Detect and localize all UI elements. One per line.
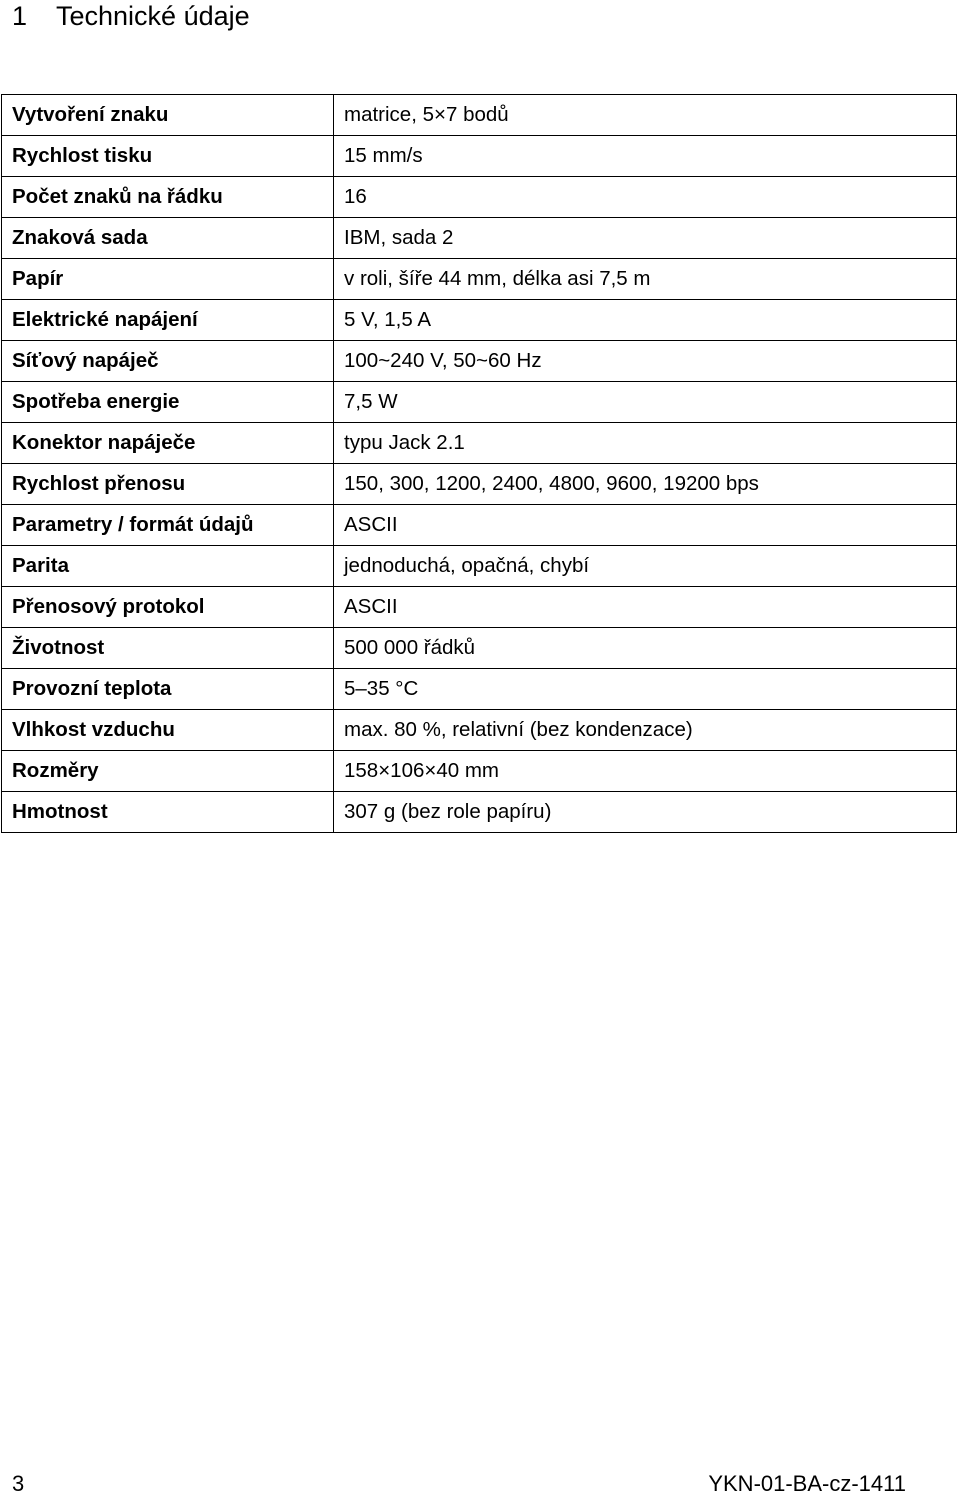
- spec-label: Provozní teplota: [2, 669, 334, 710]
- spec-value: jednoduchá, opačná, chybí: [334, 546, 957, 587]
- spec-value: ASCII: [334, 505, 957, 546]
- spec-value: 15 mm/s: [334, 136, 957, 177]
- spec-label: Rychlost přenosu: [2, 464, 334, 505]
- table-row: [2, 136, 957, 177]
- spec-label: Rozměry: [2, 751, 334, 792]
- spec-value: 500 000 řádků: [334, 628, 957, 669]
- specs-table: [1, 94, 957, 833]
- spec-value: IBM, sada 2: [334, 218, 957, 259]
- table-row: [2, 505, 957, 546]
- spec-value: matrice, 5×7 bodů: [334, 95, 957, 136]
- table-row: [2, 587, 957, 628]
- table-row: [2, 177, 957, 218]
- page-number: 3: [12, 1471, 25, 1496]
- spec-label: Hmotnost: [2, 792, 334, 833]
- spec-value: 150, 300, 1200, 2400, 4800, 9600, 19200 bps: [334, 464, 957, 505]
- table-row: [2, 95, 957, 136]
- table-row: [2, 546, 957, 587]
- spec-value: 16: [334, 177, 957, 218]
- spec-label: Vytvoření znaku: [2, 95, 334, 136]
- spec-label: Elektrické napájení: [2, 300, 334, 341]
- section-title: Technické údaje: [56, 1, 250, 31]
- spec-label: Síťový napáječ: [2, 341, 334, 382]
- table-row: [2, 382, 957, 423]
- table-row: [2, 259, 957, 300]
- spec-value: 158×106×40 mm: [334, 751, 957, 792]
- spec-label: Přenosový protokol: [2, 587, 334, 628]
- table-row: [2, 218, 957, 259]
- spec-value: v roli, šíře 44 mm, délka asi 7,5 m: [334, 259, 957, 300]
- document-code: YKN-01-BA-cz-1411: [708, 1471, 906, 1496]
- spec-value: typu Jack 2.1: [334, 423, 957, 464]
- spec-label: Znaková sada: [2, 218, 334, 259]
- spec-label: Papír: [2, 259, 334, 300]
- table-row: [2, 300, 957, 341]
- spec-label: Spotřeba energie: [2, 382, 334, 423]
- table-row: [2, 792, 957, 833]
- table-row: [2, 751, 957, 792]
- section-heading: [12, 0, 250, 32]
- spec-value: max. 80 %, relativní (bez kondenzace): [334, 710, 957, 751]
- spec-value: ASCII: [334, 587, 957, 628]
- table-row: [2, 423, 957, 464]
- table-row: [2, 628, 957, 669]
- spec-label: Rychlost tisku: [2, 136, 334, 177]
- table-row: [2, 669, 957, 710]
- spec-value: 307 g (bez role papíru): [334, 792, 957, 833]
- table-row: [2, 341, 957, 382]
- spec-label: Životnost: [2, 628, 334, 669]
- spec-value: 7,5 W: [334, 382, 957, 423]
- spec-label: Počet znaků na řádku: [2, 177, 334, 218]
- table-row: [2, 464, 957, 505]
- section-number: 1: [12, 1, 28, 31]
- spec-label: Parita: [2, 546, 334, 587]
- spec-value: 5 V, 1,5 A: [334, 300, 957, 341]
- table-row: [2, 710, 957, 751]
- spec-label: Konektor napáječe: [2, 423, 334, 464]
- spec-value: 100~240 V, 50~60 Hz: [334, 341, 957, 382]
- spec-label: Parametry / formát údajů: [2, 505, 334, 546]
- spec-label: Vlhkost vzduchu: [2, 710, 334, 751]
- spec-value: 5–35 °C: [334, 669, 957, 710]
